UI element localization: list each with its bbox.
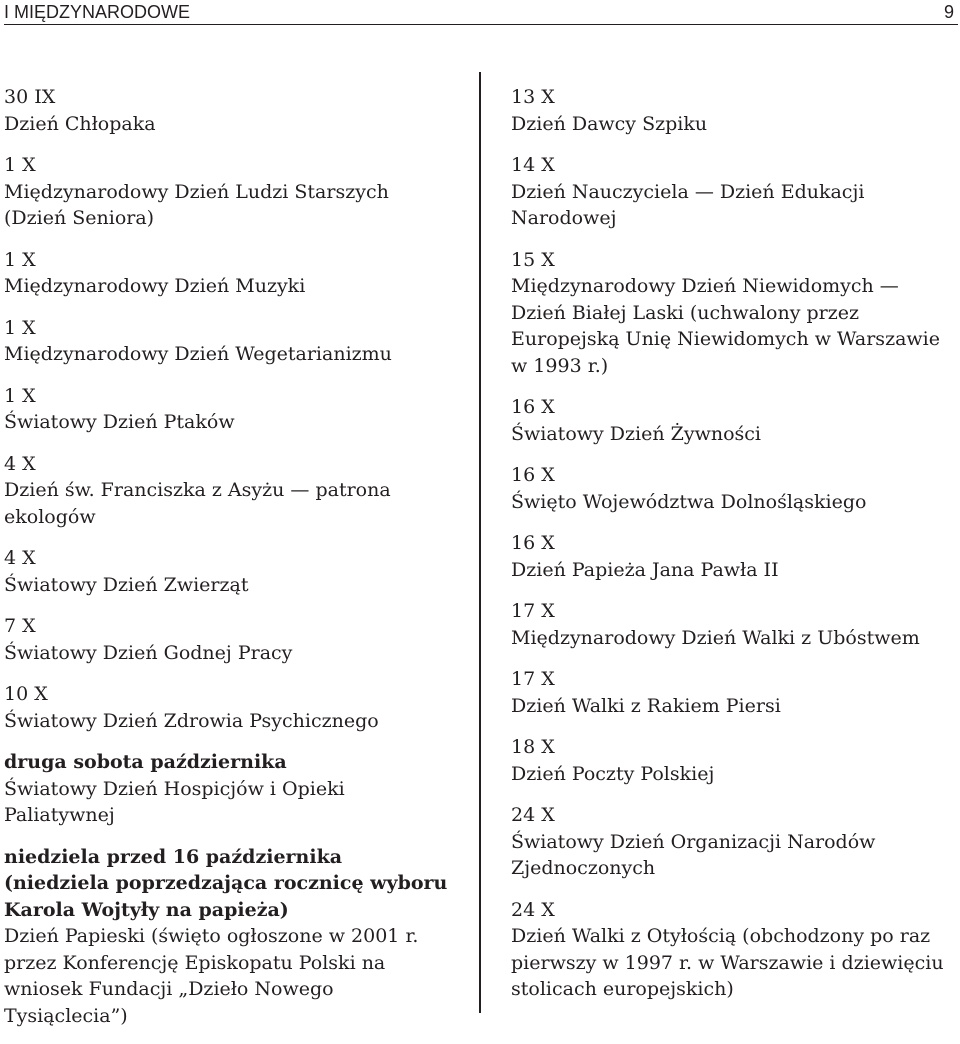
page-number: 9 xyxy=(943,2,954,22)
calendar-entry xyxy=(4,613,449,666)
calendar-entry xyxy=(4,84,449,137)
calendar-entry xyxy=(511,394,951,447)
entry-text: Światowy Dzień Zwierząt xyxy=(4,573,249,596)
calendar-entry xyxy=(511,802,951,882)
entry-date: 18 X xyxy=(511,736,555,758)
entry-date: 30 IX xyxy=(4,86,56,108)
entry-date: 24 X xyxy=(511,898,555,921)
entry-date: 4 X xyxy=(4,547,36,569)
chapter-title: I MIĘDZYNARODOWE xyxy=(4,2,191,22)
column-divider xyxy=(479,72,481,1013)
entry-text: Dzień Walki z Otyłością (obchodzony po raz pierwszy w 1997 r. w Warszawie i dziewięciu stolicach europejskich) xyxy=(511,925,944,1000)
calendar-entry xyxy=(511,666,951,719)
entry-date: 17 X xyxy=(511,600,555,622)
calendar-entry xyxy=(4,247,449,300)
entry-text: Światowy Dzień Organizacji Narodów Zjednoczonych xyxy=(511,830,876,879)
entry-text: Międzynarodowy Dzień Ludzi Starszych (Dzień Seniora) xyxy=(4,180,389,229)
entry-text: Światowy Dzień Żywności xyxy=(511,422,761,445)
calendar-entry xyxy=(511,152,951,232)
entry-date: 15 X xyxy=(511,248,555,271)
entry-date: 10 X xyxy=(4,683,48,705)
calendar-entry xyxy=(4,315,449,368)
calendar-entry xyxy=(511,530,951,583)
entry-date: 4 X xyxy=(4,452,36,475)
entry-date: 14 X xyxy=(511,154,555,176)
entry-text: Dzień Poczty Polskiej xyxy=(511,762,715,785)
calendar-entry xyxy=(4,749,449,829)
entry-text: Międzynarodowy Dzień Walki z Ubóstwem xyxy=(511,626,920,649)
entry-date: niedziela przed 16 października (niedziela poprzedzająca rocznicę wyboru Karola Wojtyły na papieża) xyxy=(4,845,448,921)
entry-date: 1 X xyxy=(4,154,36,176)
entry-date: 16 X xyxy=(511,396,555,418)
calendar-entry xyxy=(4,152,449,232)
entry-text: Międzynarodowy Dzień Niewidomych — Dzień Białej Laski (uchwalony przez Europejską Unię Niewidomych w Warszawie w 1993 r.) xyxy=(511,275,940,377)
entry-date: 16 X xyxy=(511,464,555,486)
entry-text: Dzień Nauczyciela — Dzień Edukacji Narodowej xyxy=(511,180,865,229)
calendar-entry xyxy=(4,681,449,734)
entry-date: 7 X xyxy=(4,615,36,637)
entry-date: 1 X xyxy=(4,316,36,339)
calendar-entry xyxy=(4,451,449,531)
entry-date: 13 X xyxy=(511,86,555,108)
entry-date: 17 X xyxy=(511,668,555,690)
entry-text: Światowy Dzień Hospicjów i Opieki Paliatywnej xyxy=(4,777,345,826)
entry-text: Dzień Dawcy Szpiku xyxy=(511,112,708,135)
entry-text: Dzień św. Franciszka z Asyżu — patrona ekologów xyxy=(4,479,391,528)
entry-text: Święto Województwa Dolnośląskiego xyxy=(511,490,867,513)
calendar-entry xyxy=(511,247,951,380)
right-column xyxy=(511,84,951,1018)
entry-text: Światowy Dzień Godnej Pracy xyxy=(4,641,293,664)
entry-text: Dzień Chłopaka xyxy=(4,112,156,135)
left-column xyxy=(4,84,449,1044)
entry-date: 1 X xyxy=(4,248,36,271)
entry-date: 24 X xyxy=(511,804,555,826)
calendar-entry xyxy=(4,545,449,598)
calendar-entry xyxy=(511,462,951,515)
entry-text: Światowy Dzień Ptaków xyxy=(4,411,235,433)
entry-text: Dzień Walki z Rakiem Piersi xyxy=(511,694,781,717)
calendar-entry xyxy=(4,844,449,1030)
entry-date: druga sobota października xyxy=(4,751,287,773)
entry-text: Światowy Dzień Zdrowia Psychicznego xyxy=(4,709,379,732)
entry-text: Dzień Papieski (święto ogłoszone w 2001 r. przez Konferencję Episkopatu Polski na wniosek Fundacji „Dzieło Nowego Tysiąclecia”) xyxy=(4,925,419,1027)
running-header xyxy=(4,0,958,25)
entry-date: 16 X xyxy=(511,532,555,554)
calendar-entry xyxy=(511,84,951,137)
entry-text: Międzynarodowy Dzień Wegetarianizmu xyxy=(4,343,392,365)
entry-text: Dzień Papieża Jana Pawła II xyxy=(511,558,779,581)
calendar-entry xyxy=(511,734,951,787)
calendar-entry xyxy=(4,383,449,436)
calendar-entry xyxy=(511,897,951,1003)
calendar-entry xyxy=(511,598,951,651)
entry-date: 1 X xyxy=(4,384,36,407)
entry-text: Międzynarodowy Dzień Muzyki xyxy=(4,275,306,297)
